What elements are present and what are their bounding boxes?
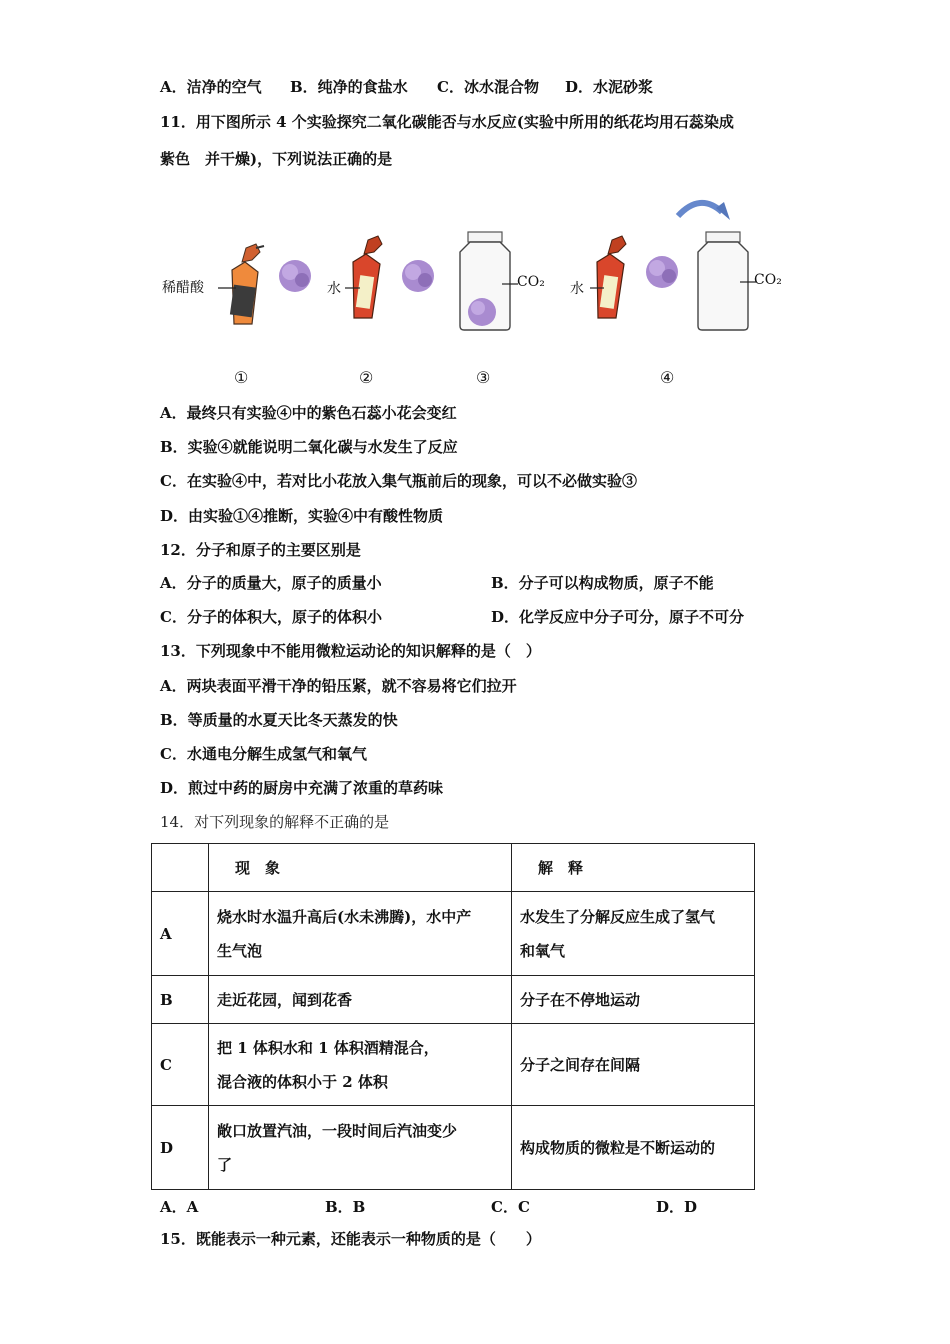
row-key: B bbox=[152, 976, 209, 1024]
row-phenomenon bbox=[209, 1024, 512, 1106]
label-co2-3: CO₂ bbox=[517, 274, 545, 290]
label-co2-4: CO₂ bbox=[754, 272, 782, 288]
explanation-line: 构成物质的微粒是不断运动的 bbox=[520, 1138, 716, 1157]
flower-2 bbox=[402, 260, 434, 292]
spray-bottle-2 bbox=[353, 236, 382, 318]
table-row bbox=[152, 976, 755, 1024]
phenomenon-line: 走近花园，闻到花香 bbox=[217, 990, 353, 1009]
row-explanation bbox=[512, 976, 755, 1024]
row-key: A bbox=[152, 892, 209, 976]
q14-option-a: A．A bbox=[160, 1198, 199, 1216]
q13-option-a: A．两块表面平滑干净的铅压紧，就不容易将它们拉开 bbox=[160, 677, 517, 695]
row-explanation bbox=[512, 1106, 755, 1190]
q11-option-c: C．在实验④中，若对比小花放入集气瓶前后的现象，可以不必做实验③ bbox=[160, 472, 637, 490]
label-acid: 稀醋酸 bbox=[162, 280, 204, 296]
table-header-row bbox=[152, 844, 755, 892]
q12-option-a: A．分子的质量大，原子的质量小 bbox=[160, 574, 382, 592]
label-water-4: 水 bbox=[570, 281, 584, 297]
q12-option-b: B．分子可以构成物质，原子不能 bbox=[491, 574, 714, 592]
phenomenon-line: 把 1 体积水和 1 体积酒精混合， bbox=[217, 1038, 439, 1057]
q13-option-c: C．水通电分解生成氢气和氧气 bbox=[160, 745, 367, 763]
gas-jar-3 bbox=[460, 232, 518, 330]
explanation-line: 和氧气 bbox=[520, 941, 566, 960]
spray-bottle-1 bbox=[230, 244, 264, 324]
phenomenon-line: 敞口放置汽油，一段时间后汽油变少 bbox=[217, 1121, 458, 1140]
q10-option-a: A．洁净的空气 bbox=[160, 78, 262, 96]
header-cell-explanation bbox=[512, 844, 755, 892]
exp-number-4: ④ bbox=[660, 368, 675, 387]
row-key: C bbox=[152, 1024, 209, 1106]
phenomenon-line: 烧水时水温升高后(水未沸腾)，水中产 bbox=[217, 907, 472, 926]
q12-stem: 12．分子和原子的主要区别是 bbox=[160, 541, 361, 559]
flower-1 bbox=[279, 260, 311, 292]
q10-option-d: D．水泥砂浆 bbox=[565, 78, 654, 96]
explanation-line: 水发生了分解反应生成了氢气 bbox=[520, 907, 716, 926]
table-row bbox=[152, 892, 755, 976]
q11-stem-line1: 11．用下图所示 4 个实验探究二氧化碳能否与水反应(实验中所用的纸花均用石蕊染成 bbox=[160, 113, 734, 131]
q13-option-b: B．等质量的水夏天比冬天蒸发的快 bbox=[160, 711, 398, 729]
flower-4 bbox=[646, 256, 678, 288]
exp-number-2: ② bbox=[359, 368, 374, 387]
header-cell-key bbox=[152, 844, 209, 892]
row-phenomenon bbox=[209, 892, 512, 976]
label-water-2: 水 bbox=[327, 281, 341, 297]
phenomenon-line: 混合液的体积小于 2 体积 bbox=[217, 1072, 388, 1091]
row-explanation bbox=[512, 892, 755, 976]
q12-option-c: C．分子的体积大，原子的体积小 bbox=[160, 608, 382, 626]
q14-table bbox=[151, 843, 755, 1190]
q14-option-b: B．B bbox=[325, 1198, 366, 1216]
q11-stem-line2: 紫色 并干燥)，下列说法正确的是 bbox=[160, 150, 393, 168]
row-phenomenon bbox=[209, 976, 512, 1024]
header-phenomenon-text: 现 象 bbox=[235, 858, 281, 877]
curved-arrow-icon bbox=[678, 202, 730, 220]
q10-option-b: B．纯净的食盐水 bbox=[290, 78, 408, 96]
q11-experiment-figure bbox=[160, 190, 790, 395]
q11-option-a: A．最终只有实验④中的紫色石蕊小花会变红 bbox=[160, 404, 457, 422]
row-explanation bbox=[512, 1024, 755, 1106]
table-row bbox=[152, 1106, 755, 1190]
q11-option-b: B．实验④就能说明二氧化碳与水发生了反应 bbox=[160, 438, 458, 456]
row-phenomenon bbox=[209, 1106, 512, 1190]
row-key: D bbox=[152, 1106, 209, 1190]
explanation-line: 分子之间存在间隔 bbox=[520, 1055, 641, 1074]
q11-option-d: D．由实验①④推断，实验④中有酸性物质 bbox=[160, 507, 444, 525]
gas-jar-4 bbox=[698, 232, 756, 330]
explanation-line: 分子在不停地运动 bbox=[520, 990, 641, 1009]
exp-number-3: ③ bbox=[476, 368, 491, 387]
header-explanation-text: 解 释 bbox=[538, 858, 584, 877]
spray-bottle-4 bbox=[597, 236, 626, 318]
q13-stem: 13．下列现象中不能用微粒运动论的知识解释的是（ ） bbox=[160, 642, 541, 660]
table-row bbox=[152, 1024, 755, 1106]
phenomenon-line: 了 bbox=[217, 1155, 233, 1174]
header-cell-phenomenon bbox=[209, 844, 512, 892]
q14-option-c: C．C bbox=[491, 1198, 530, 1216]
q10-option-c: C．冰水混合物 bbox=[437, 78, 539, 96]
q15-stem: 15．既能表示一种元素，还能表示一种物质的是（ ） bbox=[160, 1230, 541, 1248]
q12-option-d: D．化学反应中分子可分，原子不可分 bbox=[491, 608, 745, 626]
q13-option-d: D．煎过中药的厨房中充满了浓重的草药味 bbox=[160, 779, 444, 797]
q14-option-d: D．D bbox=[656, 1198, 698, 1216]
phenomenon-line: 生气泡 bbox=[217, 941, 263, 960]
exp-number-1: ① bbox=[234, 368, 249, 387]
q14-stem: 14．对下列现象的解释不正确的是 bbox=[160, 813, 390, 831]
experiment-illustration bbox=[160, 190, 790, 395]
